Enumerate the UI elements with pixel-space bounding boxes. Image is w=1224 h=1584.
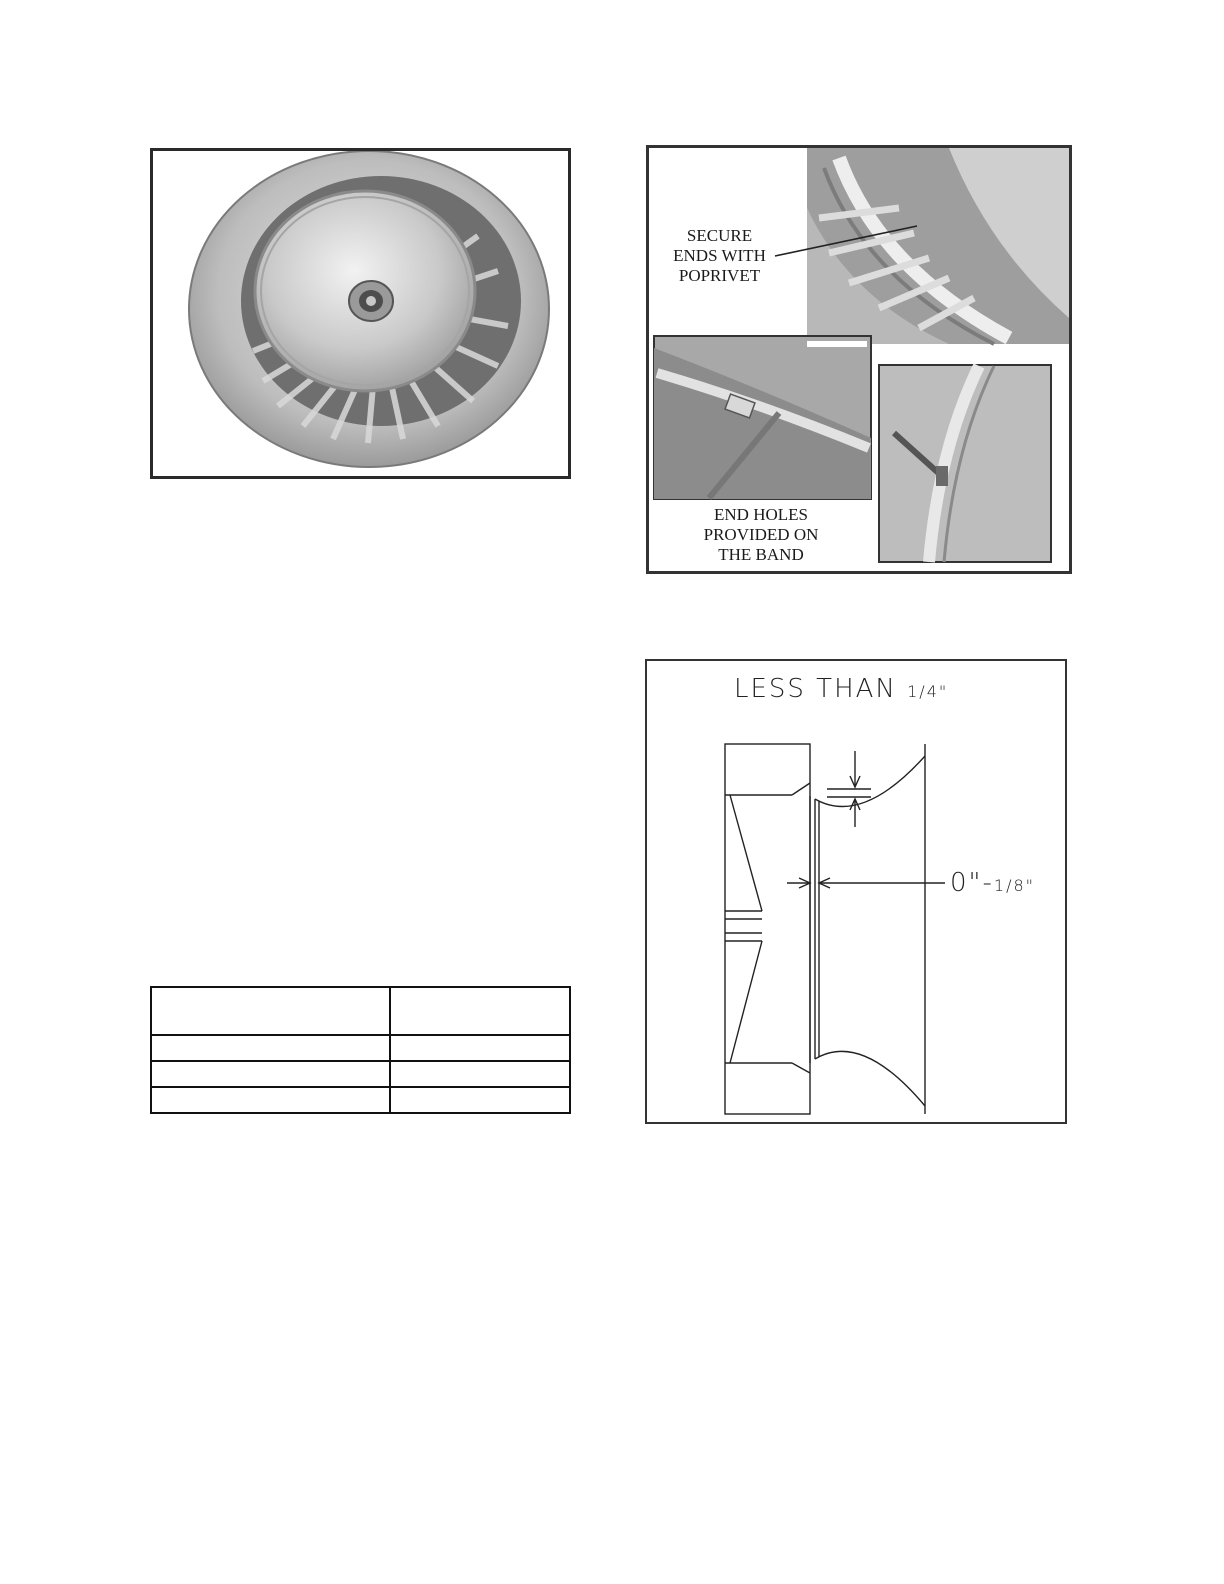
- fan-wheel-photo: [150, 148, 571, 479]
- callout-line: END HOLES: [714, 505, 808, 524]
- rivet-closeup-photo: [879, 365, 1051, 562]
- callout-line: ENDS WITH: [673, 246, 766, 265]
- table-cell: [151, 1061, 390, 1087]
- gap-label-text: LESS THAN: [734, 674, 897, 704]
- table-row: [151, 1061, 570, 1087]
- callout-line: SECURE: [686, 226, 753, 245]
- overlap-fraction: 1/8": [993, 876, 1035, 895]
- table-cell: [151, 1087, 390, 1113]
- table-row: [151, 1035, 570, 1061]
- callout-secure-ends: [662, 226, 777, 286]
- overlap-dimension-label: [950, 868, 1035, 898]
- table-header-cell: [151, 987, 390, 1035]
- centrifugal-fan-wheel-icon: [153, 151, 568, 476]
- table-cell: [390, 1087, 570, 1113]
- callout-line: POPRIVET: [678, 266, 761, 285]
- specification-table: [150, 986, 571, 1114]
- overlap-label-text: 0"-: [950, 868, 994, 898]
- table-cell: [390, 1035, 570, 1061]
- table-cell: [390, 1061, 570, 1087]
- table-header-row: [151, 987, 570, 1035]
- table-cell: [151, 1035, 390, 1061]
- table-header-cell: [390, 987, 570, 1035]
- callout-line: PROVIDED ON: [703, 525, 819, 544]
- callout-end-holes: [676, 505, 846, 565]
- callout-line: THE BAND: [718, 545, 804, 564]
- gap-fraction: 1/4": [907, 682, 949, 701]
- table-row: [151, 1087, 570, 1113]
- band-closeup-photo: [807, 148, 1069, 344]
- end-holes-photo: [654, 336, 871, 499]
- gap-dimension-label: [734, 674, 948, 704]
